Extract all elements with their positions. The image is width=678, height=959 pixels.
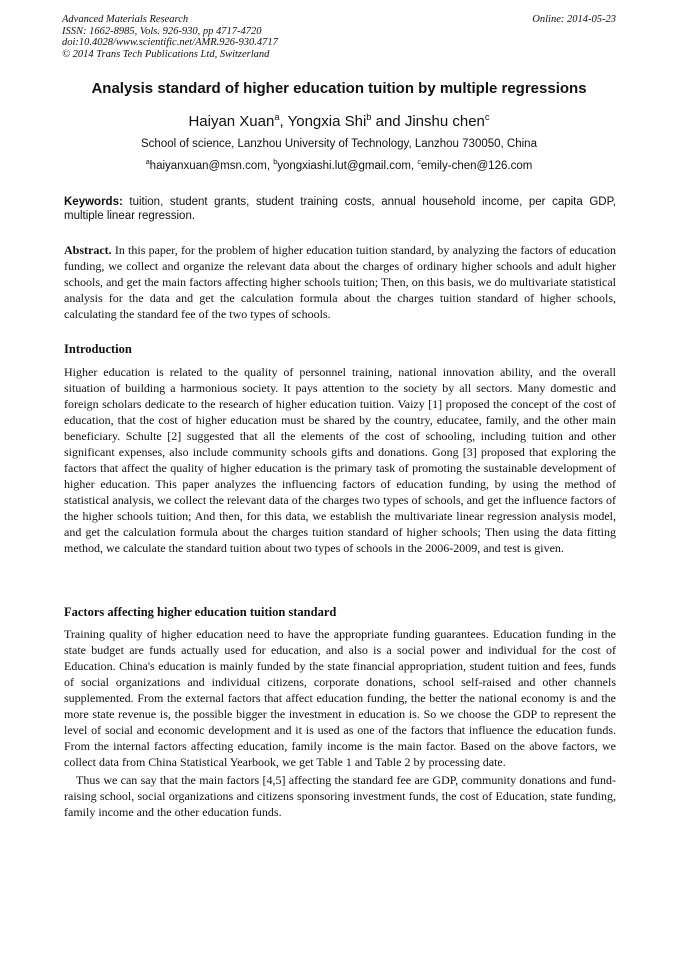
doi-line[interactable]: doi:10.4028/www.scientific.net/AMR.926-930.4717 — [62, 37, 278, 48]
email-superscript: c — [417, 158, 421, 167]
online-date: Online: 2014-05-23 — [532, 14, 616, 25]
author-superscript: a — [274, 112, 280, 122]
author-list — [40, 113, 638, 130]
author-name: Jinshu chen — [404, 113, 485, 130]
author-superscript: c — [484, 112, 490, 122]
email-link[interactable]: haiyanxuan@msn.com, — [149, 160, 274, 172]
factors-heading: Factors affecting higher education tuition standard — [64, 605, 337, 619]
author-separator: , — [279, 113, 288, 130]
email-link[interactable]: yongxiashi.lut@gmail.com, — [277, 160, 418, 172]
factors-paragraph-1: Training quality of higher education need to have the appropriate funding guarantees. Education funding in the state budget are funds actually used for education, and also is a social power and individual for the cost of Education. China's education is mainly funded by the state financial appropriation, student tuition and fees, funds of social organizations and individual citizens, corporate donations, school self-raised and other channels supplemented. From the external factors that affect education funding, the better the national economy is and the more state revenue is, the possible bigger the investment in education is. So we choose the GDP to represent the level of social and economic development and it is used as one of the factors that influence the education funds. From the internal factors affecting education, family income is the main factor. Based on the above factors, we collect data from China Statistical Yearbook, we get Table 1 and Table 2 by processing date. — [64, 627, 616, 769]
paper-title: Analysis standard of higher education tuition by multiple regressions — [91, 80, 587, 97]
abstract-label: Abstract. — [64, 243, 112, 257]
journal-header — [62, 14, 616, 60]
abstract — [64, 242, 616, 322]
author-emails — [40, 160, 638, 172]
factors-paragraph-2: Thus we can say that the main factors [4,5] affecting the standard fee are GDP, community donations and fund-raising school, social organizations and citizens sponsoring investment funds, the cost of Education, state funding, family income and the other education funds. — [64, 773, 616, 819]
factors-body — [64, 626, 616, 820]
email-superscript: b — [273, 158, 278, 167]
author-separator: and — [371, 113, 405, 130]
introduction-heading: Introduction — [64, 342, 132, 356]
issn-line: ISSN: 1662-8985, Vols. 926-930, pp 4717-4720 — [62, 25, 262, 37]
author-name: Yongxia Shi — [287, 113, 367, 130]
author-superscript: b — [366, 112, 372, 122]
keywords-label: Keywords: — [64, 196, 123, 208]
keywords — [64, 195, 616, 223]
keywords-text: tuition, student grants, student training costs, annual household income, per capita GDP, multiple linear regression. — [64, 196, 616, 222]
copyright-line: © 2014 Trans Tech Publications Ltd, Switzerland — [62, 48, 270, 60]
introduction-body — [64, 364, 616, 556]
introduction-paragraph: Higher education is related to the quality of personnel training, national innovation ability, and the overall situation of building a harmonious society. It pays attention to the society by all sectors. Many domestic and foreign scholars dedicate to the research of higher education tuition. Vaizy [1] proposed the concept of the cost of education, that the cost of higher education must be shared by the country, educatee, family, and the other main beneficiary. Schulte [2] suggested that all the elements of the cost of schooling, including tuition and other significant expenses, also include community schools gifts and donations. Gong [3] proposed that exploring the factors that affect the quality of higher education is the primary task of promoting the sustainable development of higher education. This paper analyzes the influencing factors of education funding, by using the method of statistical analysis, we collect the relevant data of the charges two types of schools, and get the influence factors of the higher schools tuition; And then, for this data, we establish the multivariate linear regression analysis model, and get the calculation formula about the charges tuition standard of higher schools; Then using the data fitting method, we calculate the standard tuition about two types of schools in the 2006-2009, and test is given. — [64, 365, 616, 555]
author-name: Haiyan Xuan — [188, 113, 275, 130]
affiliation: School of science, Lanzhou University of Technology, Lanzhou 730050, China — [141, 138, 537, 150]
email-superscript: a — [145, 158, 150, 167]
journal-name: Advanced Materials Research — [62, 14, 189, 25]
abstract-text: In this paper, for the problem of higher education tuition standard, by analyzing the factors of education funding, we collect and organize the relevant data about the charges of ordinary higher schools and adult higher schools, and get the main factors affecting higher schools tuition; Then, on this basis, we do multivariate statistical analysis for the data and get the calculation formula about the charges tuition standard of higher schools, calculating the standard fee of the two types of schools. — [64, 243, 616, 321]
email-link[interactable]: emily-chen@126.com — [420, 160, 533, 172]
